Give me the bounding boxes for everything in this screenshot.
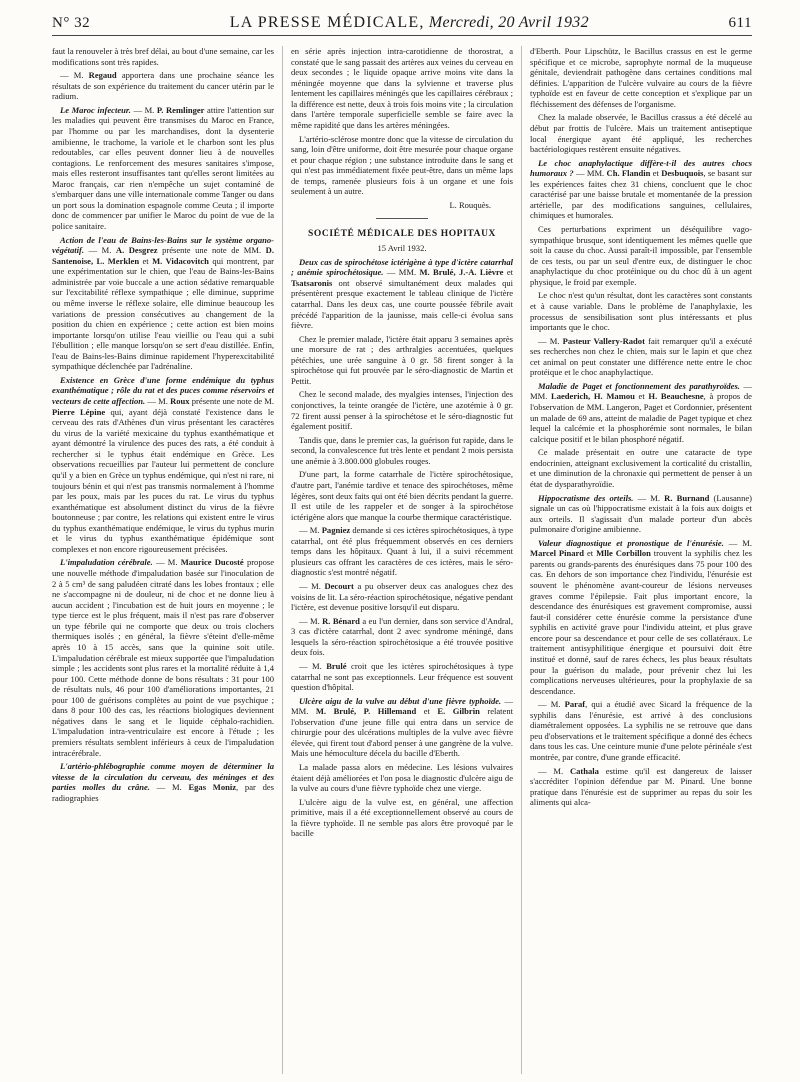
paragraph: — M. Decourt a pu observer deux cas analogues chez des voisins de lit. La séro-réaction spirochétosique, négative pendant l'ictère, est devenue positive lorsqu'il eut disparu.: [291, 581, 513, 613]
article-heading: L'impaludation cérébrale.: [60, 557, 153, 568]
author-name: D. Santenoise, L. Merklen: [52, 245, 274, 266]
paragraph: — M. Regaud apportera dans une prochaine séance les résultats de son expérience du traitement du cancer utérin par le radium.: [52, 70, 274, 102]
article-heading: Valeur diagnostique et pronostique de l'énurésie.: [538, 537, 724, 548]
author-signature: L. Rouquès.: [449, 199, 491, 210]
paragraph: — M. Cathala estime qu'il est dangereux de laisser s'accréditer l'opinion défendue par M. Pinard. Une bonne pratique dans l'énurésie est de supprimer au repas du soir les aliments qui alca-: [530, 765, 752, 808]
author-name: Tsatsaronis: [291, 277, 333, 288]
author-name: Cathala: [569, 765, 599, 776]
paragraph: La malade passa alors en médecine. Les lésions vulvaires étaient déjà améliorées et l'on posa le diagnostic d'ulcère aigu de la vulve au cours d'une fièvre typhoïde chez une vierge.: [291, 762, 513, 794]
column-1: [52, 46, 274, 1074]
article-heading: Existence en Grèce d'une forme endémique du typhus exanthématique ; rôle du rat et des puces comme réservoirs et vecteurs de cette affection.: [52, 374, 274, 406]
author-name: Roux: [170, 396, 190, 406]
author-name: M. Vidacovitch: [152, 255, 209, 266]
section-date: 15 Avril 1932.: [377, 243, 427, 254]
paragraph: Le choc n'est qu'un résultat, dont les caractères sont constants et à cause variable. Dans le problème de l'anaphylaxie, les processus de sensibilisation sont plus intéressants et plus importants que le choc.: [530, 290, 752, 333]
paragraph: Chez la malade observée, le Bacillus crassus a été décelé au début par frottis de l'ulcère. Mais un traitement antiseptique local énergique ayant été appliqué, les recherches bactériologiques restèrent ensuite négatives.: [530, 112, 752, 155]
article-heading: Le Maroc infecteur.: [60, 104, 131, 115]
article-heading: Ulcère aigu de la vulve au début d'une fièvre typhoïde.: [299, 695, 502, 706]
author-name: Desbuquois: [661, 168, 704, 179]
author-name: R. Burnand: [664, 492, 710, 503]
journal-title: [230, 14, 589, 32]
paragraph: — M. R. Bénard a eu l'un dernier, dans son service d'Andral, 3 cas d'ictère catarrhal, dont 2 avec syndrome méningé, dans lesquels la séro-réaction spirochétosique a été trouvée positive deux fois.: [291, 615, 513, 658]
author-name: E. Gilbrin: [437, 706, 480, 717]
article-paragraph: L'artério-phlébographie comme moyen de déterminer la vitesse de la circulation du cerveau, des méninges et des parties molles du crâne. — M. Egas Moniz, par des radiographies: [52, 761, 274, 803]
paragraph: — M. Brulé croit que les ictères spirochétosiques à type catarrhal ne sont pas exceptionnels. Leur fréquence est souvent question d'hôpital.: [291, 660, 513, 693]
author-name: Pierre Lépine: [52, 406, 106, 417]
author-name: Pasteur Vallery-Radot: [562, 335, 645, 346]
article-paragraph: Existence en Grèce d'une forme endémique du typhus exanthématique ; rôle du rat et des puces comme réservoirs et vecteurs de cette affection. — M. Roux présente une note de M. Pierre Lépine qui, ayant déjà constaté l'existence dans le cerveau des rats d'Athènes d'un virus présentant les caractères du virus de la variété mexicaine du typhus exanthématique et ayant démontré la virulence des puces des rats, a été conduit à rechercher si le typhus était endémique en Grèce. Les observations recueillies par l'auteur lui permettent de conclure qu'il y a bien en Grèce un typhus endémique, qui n'est ni rare, ni toujours bénin et qui n'est pas transmis normalement à l'homme par les poux, mais par les puces du rat. Le virus du typhus exanthématique est absolument distinct du virus de la fièvre boutonneuse ; par contre, les relations qui existent entre le virus du typhus exanthématique endémique, le virus du typhus murin et le virus du typhus exanthématique épidémique sont complexes et non encore rigoureusement précisées.: [52, 374, 274, 554]
column-2: [282, 46, 513, 1074]
journal-name: LA PRESSE MÉDICALE,: [229, 14, 425, 31]
article-heading: Hippocratisme des orteils.: [538, 492, 634, 503]
paragraph: faut la renouveler à très bref délai, au bout d'une semaine, car les modifications sont très rapides.: [52, 46, 274, 67]
article-paragraph: Hippocratisme des orteils. — M. R. Burnand (Lausanne) signale un cas où l'hippocratisme existait à la fois aux doigts et aux orteils. Il s'agissait d'un malade porteur d'un abcès pulmonaire d'origine amibienne.: [530, 492, 752, 535]
author-name: Brulé: [326, 660, 347, 671]
author-name: H. Beauchesne: [648, 391, 704, 402]
paragraph: — M. Paraf, qui a étudié avec Sicard la fréquence de la syphilis dans l'énurésie, est arrivé à des conclusions diamétralement opposées. La syphilis ne se retrouve que dans peu d'observations et le traitement spécifique a donné des échecs dans tous les cas. Une ceinture munie d'une pelote périnéale s'est montrée, par contre, d'une grande efficacité.: [530, 699, 752, 762]
author-name: M. Brulé, J.-A. Lièvre: [419, 267, 504, 278]
column-3: [521, 46, 752, 1074]
article-paragraph: L'impaludation cérébrale. — M. Maurice Ducosté propose une nouvelle méthode d'impaludation basée sur l'inoculation de 2 à 5 cm³ de sang paludéen citraté dans les lobes frontaux ; elle ne s'accompagne ni de douleur, ni de choc et ne donne lieu à aucun accident ; l'incubation est de huit jours en moyenne ; le type tierce est le plus fréquent, mais il n'est pas rare d'observer un type fébrile qui ne comporte que deux ou trois clochers thermiques isolés ; en général, la fièvre s'éteint d'elle-même après 10 à 15 accès, sans que la quinine soit utile. L'impaludation cérébrale est mieux supportée que l'impaludation simple ; les accidents sont plus rares et la mortalité réduite à 1,4 pour 100. Cette méthode donne de bons résultats : 31 pour 100 de résultats nuls, 46 pour 100 d'améliorations importantes, 21 pour 100 de guérisons complètes au point de vue psychique ; dans 8 pour 100 des cas, les réactions biologiques deviennent négatives dans le sang et le liquide céphalo-rachidien. L'impaludation intra-ventriculaire est encore à l'étude ; les premiers résultats semblent inférieurs à ceux de l'impaludation intracérébrale.: [52, 557, 274, 758]
article-paragraph: Action de l'eau de Bains-les-Bains sur le système organo-végétatif. — M. A. Desgrez présente une note de MM. D. Santenoise, L. Merklen et M. Vidacovitch qui montrent, par une expérimentation sur le chien, que l'eau de Bains-les-Bains administrée par voie buccale a une action sédative remarquable sur l'excitabilité réflexe sympathique ; elle diminue, supprime ou même inverse le réflexe solaire, elle diminue beaucoup les variations de pression consécutives au changement de la position du chien en expérience ; cette action est bien moins importante lorsqu'on utilise l'eau vieillie ou l'eau qui a subi l'ébullition ; elle manque lorsqu'on se sert d'eau distillée. Enfin, l'eau de Bains-les-Bains diminue rapidement l'hyperexcitabilité sympathique déclenchée par l'adrénaline.: [52, 234, 274, 372]
article-heading: Deux cas de spirochétose ictérigène à type d'ictère catarrhal ; anémie spirochétosique.: [291, 256, 513, 278]
paragraph: Chez le premier malade, l'ictère était apparu 3 semaines après une morsure de rat ; des arthralgies accentuées, quelques pétéchies, une urée sanguine à 0 gr. 58 firent songer à la spirochétose qui fut prouvée par le séro-diagnostic de Martin et Pettit.: [291, 333, 513, 386]
author-name: Mlle Corbillon: [596, 548, 651, 559]
article-paragraph: Ulcère aigu de la vulve au début d'une fièvre typhoïde. — MM. M. Brulé, P. Hillemand et E. Gilbrin relatent l'observation d'une jeune fille qui entra dans un service de chirurgie pour des ulcérations multiples de la vulve avec fièvre élevée, qui firent tout d'abord penser à une gangrène de la vulve. Mais une hémoculture décela du bacille d'Eberth.: [291, 695, 513, 759]
issue-date: Mercredi, 20 Avril 1932: [424, 14, 589, 31]
paragraph: Ces perturbations expriment un déséquilibre vago-sympathique brusque, sont identiquement les mêmes quelle que soit la cause du choc. Aussi paraît-il impossible, par l'ensemble de ces tests, ou par un seul d'entre eux, de distinguer le choc anaphylactique du choc protéinique ou du choc dû à un agent physique, le froid par exemple.: [530, 224, 752, 287]
section-title: SOCIÉTÉ MÉDICALE DES HOPITAUX: [308, 229, 496, 240]
paragraph: Tandis que, dans le premier cas, la guérison fut rapide, dans le second, la convalescence fut très lente et pendant 2 mois persista une anémie à 3.800.000 globules rouges.: [291, 434, 513, 466]
author-name: M. Brulé, P. Hillemand: [315, 706, 417, 717]
author-name: P. Remlinger: [156, 104, 205, 115]
paragraph: en série après injection intra-carotidienne de thorostrat, a constaté que le sang passait des artères aux veines du cerveau en deux secondes ; le liquide opaque arrive moins vite dans la méningée moyenne que dans la sylvienne et traverse plus lentement les capillaires méningés que les capillaires cérébraux ; la différence est nette, deux à trois fois moins vite ; la circulation dans l'artère temporale superficielle semble se faire avec la même rapidité que dans les artères méningées.: [291, 46, 513, 130]
paragraph: d'Eberth. Pour Lipschütz, le Bacillus crassus en est le germe spécifique et ce microbe, saprophyte normal de la muqueuse génitale, deviendrait pathogène dans certaines conditions mal définies. L'apparition de l'ulcère vulvaire au cours de la fièvre typhoïde est en faveur de cette conception et s'explique par un fléchissement des défenses de l'organisme.: [530, 46, 752, 109]
page-header: [52, 14, 752, 36]
author-name: Laederich, H. Mamou: [551, 391, 635, 402]
article-paragraph: Maladie de Paget et fonctionnement des parathyroïdes. — MM. Laederich, H. Mamou et H. Beauchesne, à propos de l'observation de MM. Langeron, Paget et Cordonnier, présentent un malade de 69 ans, atteint de maladie de Paget typique et chez lequel la calcémie et la phosphorémie sont normales, le bilan calcique positif et le bilan phosphoré négatif.: [530, 380, 752, 444]
author-name: R. Bénard: [322, 615, 360, 626]
text-columns: [52, 46, 752, 1074]
paragraph: L'ulcère aigu de la vulve est, en général, une affection primitive, mais il a été exceptionnellement observé au cours de la fièvre typhoïde. Il ne semble pas alors être provoqué par le bacille: [291, 796, 513, 839]
article-paragraph: Le Maroc infecteur. — M. P. Remlinger attire l'attention sur les maladies qui peuvent être transmises du Maroc en France, par l'homme ou par les marchandises, dont la dysenterie amibienne, le trachome, la variole et le charbon sont les plus redoutables, car elles peuvent donner lieu à de nouvelles contagions. Le renforcement des mesures sanitaires s'impose, mais elles resteront insuffisantes tant qu'elles seront limitées au Maroc français, car rien n'empêche un sujet contaminé de s'embarquer dans une ville internationale comme Tanger ou dans un port sous la domination espagnole comme Ceuta ; il importe donc de commencer par unifier le Maroc du point de vue de la police sanitaire.: [52, 104, 274, 231]
section-divider: [376, 218, 428, 219]
paragraph: L'artério-sclérose montre donc que la vitesse de circulation du sang, loin d'être uniforme, doit être mesurée pour chaque organe et pour chaque région ; une substance introduite dans le sang et qui n'est pas immédiatement fixée peut-être, dans un même laps de temps, ramenée plusieurs fois à un organe et une fois seulement à un autre.: [291, 133, 513, 197]
author-name: A. Desgrez: [115, 245, 158, 256]
author-name: Maurice Ducosté: [180, 557, 244, 568]
author-name: Ch. Flandin: [606, 168, 651, 179]
author-name: Paraf: [564, 699, 586, 710]
issue-number: N° 32: [52, 15, 91, 31]
article-paragraph: Deux cas de spirochétose ictérigène à type d'ictère catarrhal ; anémie spirochétosique. — MM. M. Brulé, J.-A. Lièvre et Tsatsaronis ont observé simultanément deux malades qui présentèrent presque exactement le tableau clinique de l'ictère catarrhal. Dans les deux cas, une courte poussée fébrile avait précédé l'apparition de la jaunisse, mais celle-ci évolua sans fièvre.: [291, 256, 513, 331]
paragraph: D'une part, la forme catarrhale de l'ictère spirochétosique, d'autre part, l'anémie tardive et tenace des spirochétoses, même légères, sont deux faits qui ont été bien décrits pendant la guerre. Il est utile de les rappeler et de songer à la spirochétose ictérigène alors que manque la courbe thermique caractéristique.: [291, 469, 513, 522]
author-name: Egas Moniz: [188, 782, 237, 793]
article-heading: Maladie de Paget et fonctionnement des parathyroïdes.: [538, 380, 740, 391]
paragraph: — M. Pagniez demande si ces ictères spirochétosiques, à type catarrhal, ont été plus fréquemment observés en ces derniers temps dans les hôpitaux. Quant à lui, il a suivi récemment plusieurs cas offrant les caractères de ces ictères, mais le séro-diagnostic s'est montré négatif.: [291, 525, 513, 578]
page-number: 611: [728, 15, 752, 31]
article-heading: Le choc anaphylactique diffère-t-il des autres chocs humoraux ?: [530, 157, 752, 179]
article-heading: L'artério-phlébographie comme moyen de déterminer la vitesse de la circulation du cerveau, des méninges et des parties molles du crâne.: [52, 761, 274, 793]
author-name: Decourt: [324, 581, 354, 592]
paragraph: Chez le second malade, des myalgies intenses, l'injection des conjonctives, la teinte orangée de l'ictère, une azotémie à 0 gr. 72 firent aussi penser à la spirochétose et le séro-diagnostic fut également positif.: [291, 389, 513, 432]
author-name: Regaud: [88, 70, 117, 81]
article-paragraph: Valeur diagnostique et pronostique de l'énurésie. — M. Marcel Pinard et Mlle Corbillon trouvent la syphilis chez les parents ou grands-parents des énurésiques dans 75 pour 100 des cas. En dehors de son importance chez l'individu, l'énurésie est souvent le phénomène avant-coureur de lésions nerveuses graves comme l'épilepsie. Fait plus important encore, la descendance des énurésiques est gravement compromise, aussi faut-il considérer cette énurésie comme la persistance d'une syphilis en activité grave pour l'individu atteint, et plus grave encore pour sa descendance et pour celle de ses collatéraux. Le traitement antisyphilitique énergique et poursuivi doit être institué et donné, sauf de rares échecs, les plus beaux résultats pour la guérison du malade, pour prévenir chez lui les complications nerveuses ultérieures, pour la prophylaxie de sa descendance.: [530, 537, 752, 696]
article-paragraph: Le choc anaphylactique diffère-t-il des autres chocs humoraux ? — MM. Ch. Flandin et Desbuquois, se basant sur les expériences faites chez 31 chiens, concluent que le choc caractérisé par une baisse brutale et momentanée de la pression artérielle, par des modifications sanguines, cellulaires, chimiques et humorales.: [530, 157, 752, 221]
author-name: Marcel Pinard: [530, 548, 585, 559]
paragraph: Ce malade présentait en outre une cataracte de type endocrinien, atteignant exclusivement la corticalité du cristallin, et une diminution de la chronaxie qui permettent de penser à un état de dysparathyroïdie.: [530, 447, 752, 489]
article-heading: Action de l'eau de Bains-les-Bains sur le système organo-végétatif.: [52, 234, 274, 256]
paragraph: — M. Pasteur Vallery-Radot fait remarquer qu'il a exécuté ses recherches non chez le chien, mais sur le lapin et que chez cet animal on peut constater une différence nette entre le choc protéique et le choc anaphylactique.: [530, 335, 752, 378]
author-name: Pagniez: [321, 525, 351, 536]
